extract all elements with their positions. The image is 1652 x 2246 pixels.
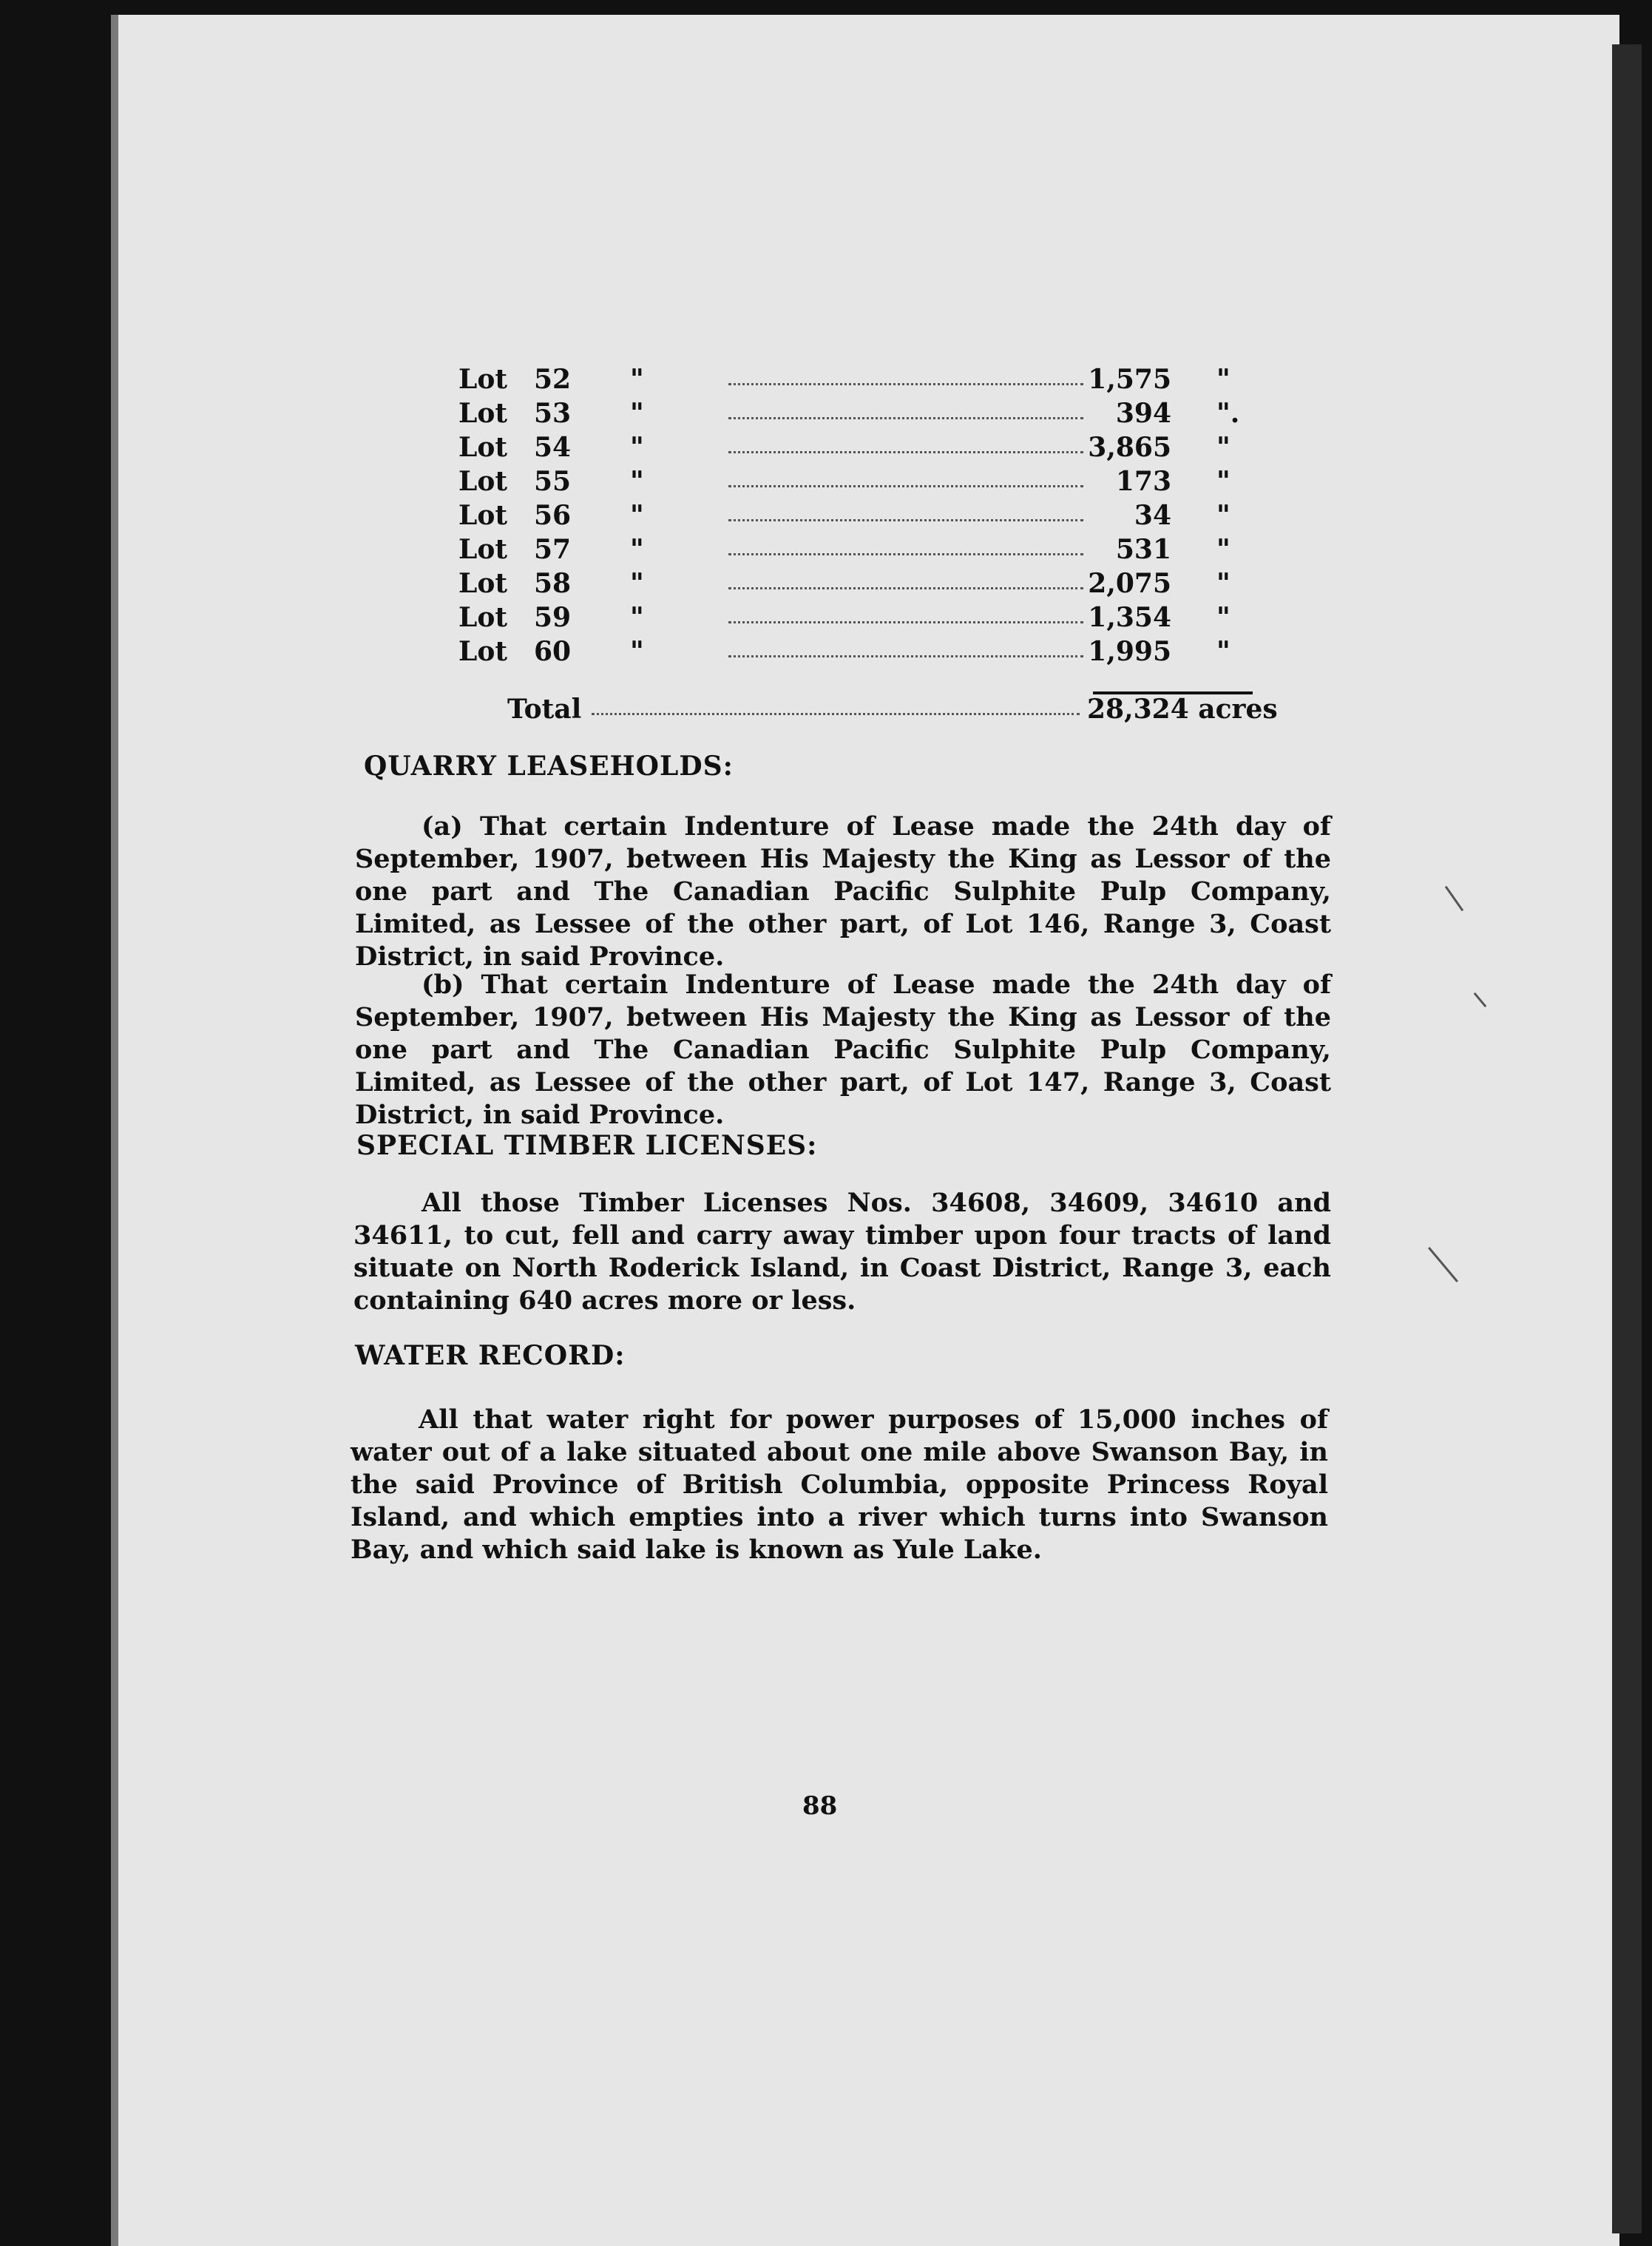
ditto-mark: " xyxy=(630,466,644,497)
paragraph-text: (a) That certain Indenture of Lease made the 24th day of September, 1907, between His Majesty the King as Lessor of the one part and The Canadian Pacific Sulphite Pulp Company, Limited, as Lessee of the other part, of Lot 146, Range 3, Coast District, in said Province. xyxy=(355,811,1331,972)
total-value: 28,324 acres xyxy=(1087,694,1278,725)
lot-row xyxy=(0,568,1652,602)
lot-number: 60 xyxy=(534,636,572,667)
lot-label: Lot xyxy=(458,432,507,463)
lot-label: Lot xyxy=(458,500,507,531)
total-row xyxy=(0,694,1652,728)
ditto-mark: " xyxy=(1216,636,1230,667)
lot-area: 1,995 xyxy=(1088,636,1171,667)
paragraph-text: (b) That certain Indenture of Lease made the 24th day of September, 1907, between His Majesty the King as Lessor of the one part and The Canadian Pacific Sulphite Pulp Company, Limited, as Lessee of the other part, of Lot 147, Range 3, Coast District, in said Province. xyxy=(355,970,1331,1130)
timber-heading: SPECIAL TIMBER LICENSES: xyxy=(356,1130,818,1161)
ditto-mark: " xyxy=(1216,500,1230,531)
lot-label: Lot xyxy=(458,466,507,497)
lot-row xyxy=(0,364,1652,398)
ditto-mark: " xyxy=(630,432,644,463)
lot-area: 1,354 xyxy=(1088,602,1171,633)
lot-label: Lot xyxy=(458,398,507,429)
lot-area: 3,865 xyxy=(1088,432,1171,463)
ditto-mark: " xyxy=(630,500,644,531)
lot-number: 55 xyxy=(534,466,572,497)
lot-row xyxy=(0,534,1652,568)
lot-row xyxy=(0,500,1652,534)
lot-label: Lot xyxy=(458,534,507,565)
lot-label: Lot xyxy=(458,636,507,667)
lot-number: 57 xyxy=(534,534,572,565)
quarry-paragraph-b xyxy=(355,969,1331,1132)
ditto-mark: " xyxy=(630,398,644,429)
ditto-mark: " xyxy=(1216,534,1230,565)
lot-area: 2,075 xyxy=(1088,568,1171,599)
lot-row xyxy=(0,636,1652,670)
lot-row xyxy=(0,432,1652,466)
ditto-mark: " xyxy=(1216,602,1230,633)
quarry-heading: QUARRY LEASEHOLDS: xyxy=(364,751,734,782)
ditto-mark: " xyxy=(1216,466,1230,497)
lot-number: 58 xyxy=(534,568,572,599)
ditto-mark: " xyxy=(630,568,644,599)
quarry-paragraph-a xyxy=(355,811,1331,973)
lot-row xyxy=(0,398,1652,432)
dot-leader xyxy=(592,713,1080,715)
total-label: Total xyxy=(507,694,582,725)
water-paragraph xyxy=(351,1404,1328,1566)
lot-number: 52 xyxy=(534,364,572,395)
lot-number: 56 xyxy=(534,500,572,531)
lot-row xyxy=(0,602,1652,636)
water-heading: WATER RECORD: xyxy=(355,1340,626,1371)
ditto-mark: " xyxy=(630,534,644,565)
paragraph-text: All that water right for power purposes of 15,000 inches of water out of a lake situated about one mile above Swanson Bay, in the said Province of British Columbia, opposite Princess Royal Island, and which empties into a river which turns into Swanson Bay, and which said lake is known as Yule Lake. xyxy=(351,1404,1328,1565)
page-number: 88 xyxy=(802,1791,838,1821)
lot-area: 34 xyxy=(1134,500,1171,531)
ditto-mark: " xyxy=(630,636,644,667)
lot-label: Lot xyxy=(458,568,507,599)
ditto-mark: " xyxy=(1216,364,1230,395)
lot-label: Lot xyxy=(458,602,507,633)
lot-area: 531 xyxy=(1115,534,1171,565)
lot-number: 53 xyxy=(534,398,572,429)
ditto-mark: " xyxy=(1216,432,1230,463)
lot-label: Lot xyxy=(458,364,507,395)
lot-number: 54 xyxy=(534,432,572,463)
lot-area: 1,575 xyxy=(1088,364,1171,395)
ditto-mark: " xyxy=(630,364,644,395)
ditto-mark: ". xyxy=(1216,398,1240,429)
lot-area: 173 xyxy=(1115,466,1171,497)
lot-area: 394 xyxy=(1115,398,1171,429)
paragraph-text: All those Timber Licenses Nos. 34608, 34609, 34610 and 34611, to cut, fell and carry away timber upon four tracts of land situate on North Roderick Island, in Coast District, Range 3, each containing 640 acres more or less. xyxy=(353,1188,1331,1316)
ditto-mark: " xyxy=(1216,568,1230,599)
lot-row xyxy=(0,466,1652,500)
timber-paragraph xyxy=(353,1187,1331,1317)
ditto-mark: " xyxy=(630,602,644,633)
lot-number: 59 xyxy=(534,602,572,633)
